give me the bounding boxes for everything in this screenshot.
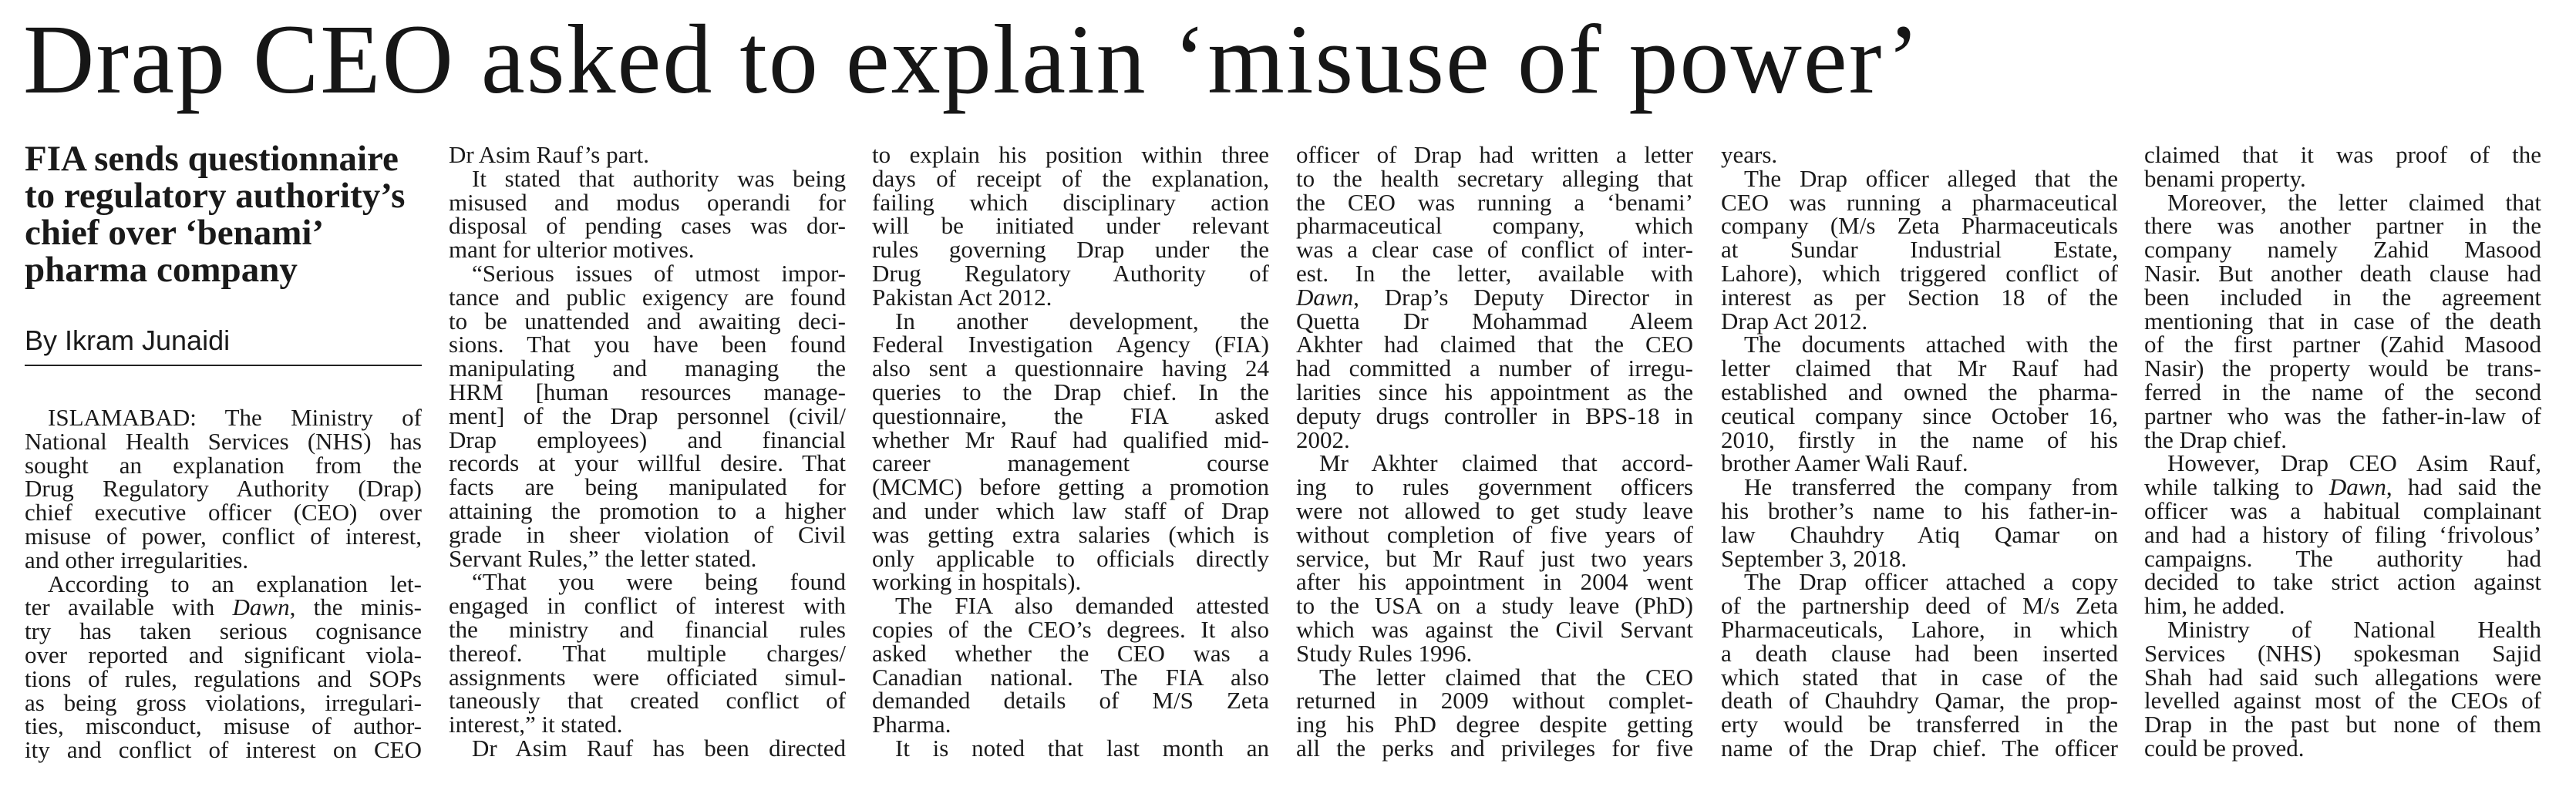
text-line: the Drap chief. <box>2144 425 2288 453</box>
subheadline-line: pharma company <box>25 250 298 290</box>
text-line: the CEO was running a ‘benami’ <box>1296 188 1693 216</box>
paragraph <box>872 594 1269 737</box>
text-line: all the perks and privileges for five <box>1296 734 1693 762</box>
text-line: ing his PhD degree despite getting <box>1296 711 1693 738</box>
text-line: as being gross violations, irregulari- <box>25 688 422 716</box>
text-line: Study Rules 1996. <box>1296 639 1473 667</box>
text-line: Dawn, Drap’s Deputy Director in <box>1296 283 1693 311</box>
text-line: Moreover, the letter claimed that <box>2167 188 2541 216</box>
text-line: The letter claimed that the CEO <box>1319 663 1693 691</box>
text-line: levelled against most of the CEOs of <box>2144 687 2541 715</box>
paragraph <box>2144 449 2541 620</box>
text-line: Federal Investigation Agency (FIA) <box>872 331 1269 358</box>
text-line: It is noted that last month an <box>895 734 1269 762</box>
text-line: ing to rules government officers <box>1296 473 1693 501</box>
text-line: The Drap officer alleged that the <box>1744 164 2118 192</box>
text-line: ity and conflict of interest on CEO <box>25 736 422 764</box>
text-line: sought an explanation from the <box>25 451 422 479</box>
paragraph <box>449 143 846 167</box>
text-line: brother Aamer Wali Rauf. <box>1721 449 1968 477</box>
text-line: of the partnership deed of M/s Zeta <box>1721 592 2118 620</box>
paragraph <box>1721 570 2118 760</box>
text-line: try has taken serious cognisance <box>25 617 422 645</box>
paragraph <box>872 734 1269 762</box>
text-line: engaged in conflict of interest with <box>449 592 846 620</box>
paragraph <box>25 406 422 573</box>
paragraph <box>449 570 846 737</box>
text-line: days of receipt of the explanation, <box>872 164 1269 192</box>
paragraph <box>2144 615 2541 762</box>
text-line: Nasir) the property would be trans- <box>2144 355 2541 382</box>
paragraph <box>1721 143 2118 167</box>
text-line: name of the Drap chief. The officer <box>1721 734 2118 762</box>
text-line: deputy drugs controller in BPS-18 in <box>1296 402 1693 429</box>
text-line: ISLAMABAD: The Ministry of <box>48 404 422 431</box>
text-line: company namely Zahid Masood <box>2144 236 2541 264</box>
article-column-2 <box>449 143 846 761</box>
text-line: only applicable to officials directly <box>872 544 1269 572</box>
text-line: Drug Regulatory Authority of <box>872 259 1269 287</box>
text-line: were not allowed to get study leave <box>1296 496 1693 524</box>
text-line: Akhter had claimed that the CEO <box>1296 331 1693 358</box>
paragraph <box>25 570 422 764</box>
text-line: The FIA also demanded attested <box>895 592 1269 620</box>
text-line: service, but Mr Rauf just two years <box>1296 544 1693 572</box>
paragraph <box>1721 473 2118 572</box>
text-line: ferred in the name of the second <box>2144 378 2541 405</box>
subheadline <box>25 140 422 288</box>
text-line: ment] of the Drap personnel (civil/ <box>449 402 846 429</box>
text-line: Nasir. But another death clause had <box>2144 259 2541 287</box>
subheadline-line: to regulatory authority’s <box>25 176 406 216</box>
text-line: claimed that it was proof of the <box>2144 141 2541 168</box>
text-line: benami property. <box>2144 164 2306 192</box>
text-line: was getting extra salaries (which is <box>872 520 1269 548</box>
text-line: whether Mr Rauf had qualified mid- <box>872 425 1269 453</box>
paragraph <box>449 164 846 264</box>
subheadline-line: FIA sends questionnaire <box>25 139 399 179</box>
text-line: after his appointment in 2004 went <box>1296 568 1693 596</box>
text-line: was a clear case of conflict of inter- <box>1296 236 1693 264</box>
text-line: thereof. That multiple charges/ <box>449 639 846 667</box>
text-line: over reported and significant viola- <box>25 641 422 668</box>
paragraph <box>449 734 846 762</box>
article-column-4 <box>1296 143 1693 761</box>
text-line: HRM [human resources manage- <box>449 378 846 405</box>
paragraph <box>872 307 1269 596</box>
text-line: years. <box>1721 141 1778 168</box>
article-column-3 <box>872 143 1269 761</box>
text-line: “That you were being found <box>472 568 846 596</box>
text-line: career management course <box>872 449 1269 477</box>
article-column-1 <box>25 406 422 762</box>
text-line: which was against the Civil Servant <box>1296 615 1693 643</box>
text-line: However, Drap CEO Asim Rauf, <box>2167 449 2541 477</box>
byline: By Ikram Junaidi <box>25 325 231 356</box>
text-line: Drap in the past but none of them <box>2144 711 2541 738</box>
text-line: Canadian national. The FIA also <box>872 663 1269 691</box>
text-line: to be unattended and awaiting deci- <box>449 307 846 335</box>
text-line: established and owned the pharma- <box>1721 378 2118 405</box>
text-line: failing which disciplinary action <box>872 188 1269 216</box>
italic-publication-name: Dawn <box>2329 473 2386 501</box>
text-line: partner who was the father-in-law of <box>2144 402 2541 429</box>
text-line: interest,” it stated. <box>449 711 623 738</box>
text-line: attaining the promotion to a higher <box>449 496 846 524</box>
text-line: working in hospitals). <box>872 568 1082 596</box>
text-line: disposal of pending cases was dor- <box>449 212 846 240</box>
text-line: of the first partner (Zahid Masood <box>2144 331 2541 358</box>
text-line: interest as per Section 18 of the <box>1721 283 2118 311</box>
text-line: questionnaire, the FIA asked <box>872 402 1269 429</box>
text-line: Pharma. <box>872 711 951 738</box>
text-line: CEO was running a pharmaceutical <box>1721 188 2118 216</box>
text-line: letter claimed that Mr Rauf had <box>1721 355 2118 382</box>
paragraph <box>2144 143 2541 191</box>
text-line: also sent a questionnaire having 24 <box>872 355 1269 382</box>
text-line: September 3, 2018. <box>1721 544 1908 572</box>
text-line: assignments were officiated simul- <box>449 663 846 691</box>
article-column-6 <box>2144 143 2541 761</box>
text-line: copies of the CEO’s degrees. It also <box>872 615 1269 643</box>
text-line: According to an explanation let- <box>48 570 422 597</box>
text-line: est. In the letter, available with <box>1296 259 1693 287</box>
text-line: misused and modus operandi for <box>449 188 846 216</box>
paragraph <box>2144 188 2541 453</box>
paragraph <box>449 259 846 572</box>
text-line: erty would be transferred in the <box>1721 711 2118 738</box>
text-line: and other irregularities. <box>25 546 249 573</box>
text-line: could be proved. <box>2144 734 2305 762</box>
text-line: Mr Akhter claimed that accord- <box>1319 449 1693 477</box>
text-line: It stated that authority was being <box>472 164 846 192</box>
text-line: Drap employees) and financial <box>449 425 846 453</box>
text-line: 2002. <box>1296 425 1350 453</box>
text-line: campaigns. The authority had <box>2144 544 2541 572</box>
text-line: to explain his position within three <box>872 141 1269 168</box>
text-line: while talking to Dawn, had said the <box>2144 473 2541 501</box>
text-line: tance and public exigency are found <box>449 283 846 311</box>
text-line: company (M/s Zeta Pharmaceuticals <box>1721 212 2118 240</box>
paragraph <box>872 143 1269 310</box>
paragraph <box>1721 333 2118 476</box>
text-line: ties, misconduct, misuse of author- <box>25 712 422 740</box>
text-line: to the health secretary alleging that <box>1296 164 1693 192</box>
text-line: Drug Regulatory Authority (Drap) <box>25 475 422 503</box>
text-line: Drap Act 2012. <box>1721 307 1868 335</box>
text-line: National Health Services (NHS) has <box>25 427 422 455</box>
text-line: death of Chauhdry Qamar, the prop- <box>1721 687 2118 715</box>
text-line: Quetta Dr Mohammad Aleem <box>1296 307 1693 335</box>
text-line: Dr Asim Rauf has been directed <box>472 734 846 762</box>
text-line: demanded details of M/S Zeta <box>872 687 1269 715</box>
text-line: been included in the agreement <box>2144 283 2541 311</box>
paragraph <box>1296 143 1693 452</box>
text-line: (MCMC) before getting a promotion <box>872 473 1269 501</box>
text-line: had committed a number of irregu- <box>1296 355 1693 382</box>
italic-publication-name: Dawn <box>1296 283 1354 311</box>
text-line: pharmaceutical company, which <box>1296 212 1693 240</box>
subheadline-line: chief over ‘benami’ <box>25 213 325 253</box>
text-line: chief executive officer (CEO) over <box>25 499 422 526</box>
text-line: larities since his appointment as the <box>1296 378 1693 405</box>
text-line: “Serious issues of utmost impor- <box>472 259 846 287</box>
text-line: Shah had said such allegations were <box>2144 663 2541 691</box>
text-line: will be initiated under relevant <box>872 212 1269 240</box>
text-line: Pharmaceuticals, Lahore, in which <box>1721 615 2118 643</box>
text-line: without completion of five years of <box>1296 520 1693 548</box>
text-line: and had a history of filing ‘frivolous’ <box>2144 520 2541 548</box>
paragraph <box>1721 164 2118 335</box>
text-line: tions of rules, regulations and SOPs <box>25 664 422 692</box>
text-line: The documents attached with the <box>1744 331 2118 358</box>
text-line: which stated that in case of the <box>1721 663 2118 691</box>
text-line: records at your willful desire. That <box>449 449 846 477</box>
article-column-5 <box>1721 143 2118 761</box>
text-line: decided to take strict action against <box>2144 568 2541 596</box>
text-line: there was another partner in the <box>2144 212 2541 240</box>
text-line: facts are being manipulated for <box>449 473 846 501</box>
text-line: and under which law staff of Drap <box>872 496 1269 524</box>
italic-publication-name: Dawn <box>232 594 290 621</box>
text-line: his brother’s name to his father-in- <box>1721 496 2118 524</box>
text-line: manipulating and managing the <box>449 355 846 382</box>
text-line: misuse of power, conflict of interest, <box>25 522 422 550</box>
paragraph <box>1296 449 1693 667</box>
text-line: officer was a habitual complainant <box>2144 496 2541 524</box>
headline: Drap CEO asked to explain ‘misuse of power’ <box>23 5 1921 114</box>
text-line: grade in sheer violation of Civil <box>449 520 846 548</box>
text-line: to the USA on a study leave (PhD) <box>1296 592 1693 620</box>
text-line: taneously that created conflict of <box>449 687 846 715</box>
text-line: law Chauhdry Atiq Qamar on <box>1721 520 2118 548</box>
text-line: Ministry of National Health <box>2167 615 2541 643</box>
text-line: at Sundar Industrial Estate, <box>1721 236 2118 264</box>
text-line: Pakistan Act 2012. <box>872 283 1052 311</box>
text-line: Services (NHS) spokesman Sajid <box>2144 639 2541 667</box>
text-line: In another development, the <box>895 307 1269 335</box>
text-line: officer of Drap had written a letter <box>1296 141 1693 168</box>
text-line: ceutical company since October 16, <box>1721 402 2118 429</box>
text-line: sions. That you have been found <box>449 331 846 358</box>
text-line: mant for ulterior motives. <box>449 236 695 264</box>
byline-divider <box>25 365 422 366</box>
text-line: the ministry and financial rules <box>449 615 846 643</box>
text-line: a death clause had been inserted <box>1721 639 2118 667</box>
text-line: 2010, firstly in the name of his <box>1721 425 2118 453</box>
text-line: Servant Rules,” the letter stated. <box>449 544 757 572</box>
text-line: Dr Asim Rauf’s part. <box>449 141 650 168</box>
text-line: returned in 2009 without complet- <box>1296 687 1693 715</box>
text-line: rules governing Drap under the <box>872 236 1269 264</box>
text-line: The Drap officer attached a copy <box>1744 568 2118 596</box>
text-line: ter available with Dawn, the minis- <box>25 594 422 621</box>
text-line: him, he added. <box>2144 592 2285 620</box>
paragraph <box>1296 663 1693 762</box>
text-line: mentioning that in case of the death <box>2144 307 2541 335</box>
text-line: queries to the Drap chief. In the <box>872 378 1269 405</box>
text-line: asked whether the CEO was a <box>872 639 1269 667</box>
text-line: He transferred the company from <box>1744 473 2118 501</box>
text-line: Lahore), which triggered conflict of <box>1721 259 2118 287</box>
